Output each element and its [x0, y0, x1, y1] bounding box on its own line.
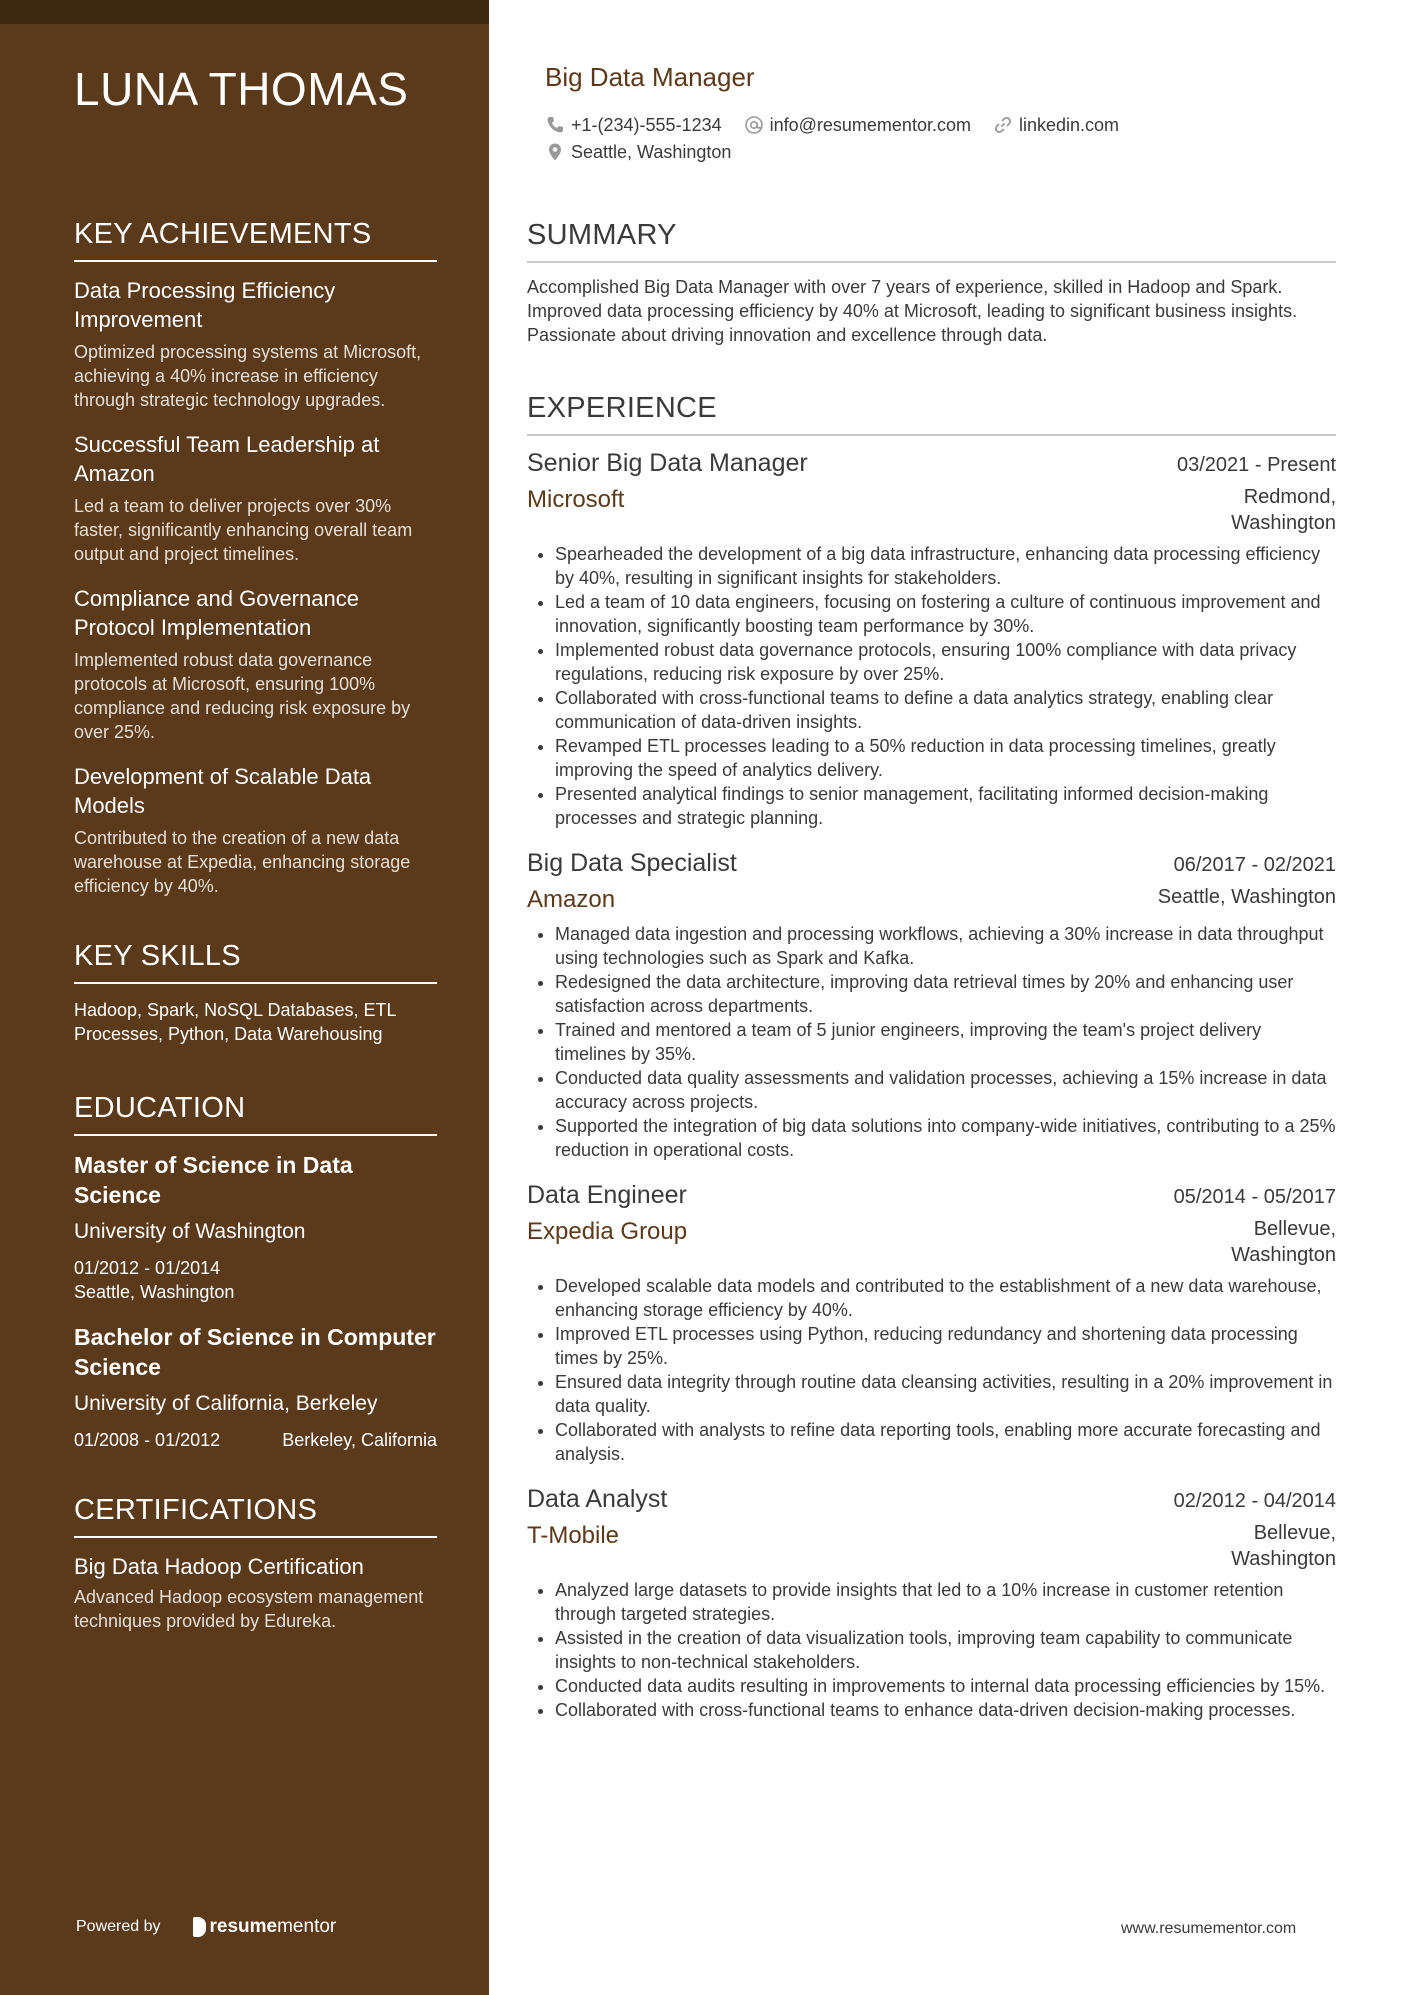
- job-bullets: [527, 542, 1336, 830]
- education-heading: EDUCATION: [74, 1090, 437, 1136]
- education-dates: 01/2008 - 01/2012: [74, 1430, 221, 1450]
- achievement-title: Data Processing Efficiency Improvement: [74, 278, 336, 332]
- contact-location: [545, 142, 731, 163]
- skills-heading: KEY SKILLS: [74, 938, 437, 984]
- job-title: Big Data Manager: [545, 62, 755, 92]
- email-text: info@resumementor.com: [769, 114, 971, 135]
- job-role: Big Data Specialist: [527, 849, 737, 877]
- achievement-title: Successful Team Leadership at Amazon: [74, 432, 380, 486]
- job-bullet: • Redesigned the data architecture, improving data retrieval times by 20% and enhancing user satisfaction across departments.: [555, 970, 1336, 1018]
- job-bullet: • Managed data ingestion and processing workflows, achieving a 30% increase in data throughput using technologies such as Spark and Kafka.: [555, 922, 1336, 970]
- education-item: [74, 1150, 437, 1304]
- achievement-title: Compliance and Governance Protocol Implementation: [74, 586, 359, 640]
- education-location: Berkeley, California: [282, 1430, 437, 1450]
- job-bullets: [527, 1274, 1336, 1466]
- job-company: Amazon: [527, 886, 616, 913]
- job-dates: 05/2014 - 05/2017: [1173, 1186, 1336, 1208]
- achievement-desc: Contributed to the creation of a new data warehouse at Expedia, enhancing storage efficiency by 40%.: [74, 828, 411, 896]
- job-location: Bellevue, Washington: [1231, 1218, 1336, 1266]
- sidebar: [0, 0, 489, 1995]
- education-location: Seattle, Washington: [74, 1282, 235, 1302]
- education-school: University of Washington: [74, 1220, 306, 1243]
- achievement-desc: Implemented robust data governance protocols at Microsoft, ensuring 100% compliance and reducing risk exposure by over 25%.: [74, 650, 411, 742]
- linkedin-text: linkedin.com: [1018, 114, 1120, 135]
- achievement-item: [74, 430, 437, 566]
- job-role: Data Analyst: [527, 1485, 668, 1513]
- powered-by-label: Powered by: [76, 1918, 161, 1935]
- job-bullet: • Ensured data integrity through routine data cleansing activities, resulting in a 20% improvement in data quality.: [555, 1370, 1336, 1418]
- contact-email[interactable]: [744, 115, 971, 136]
- job-dates: 03/2021 - Present: [1177, 454, 1336, 476]
- education-degree: Bachelor of Science in Computer Science: [74, 1324, 436, 1380]
- achievement-desc: Led a team to deliver projects over 30% faster, significantly enhancing overall team output and project timelines.: [74, 496, 413, 564]
- education-item: [74, 1322, 437, 1452]
- summary-heading: SUMMARY: [527, 217, 1336, 263]
- job-company: T-Mobile: [527, 1522, 620, 1549]
- education-section: [74, 1090, 437, 1452]
- job-dates: 06/2017 - 02/2021: [1173, 854, 1336, 876]
- powered-by: [76, 1916, 336, 1938]
- skills-section: [74, 938, 437, 1046]
- job-bullets: [527, 922, 1336, 1162]
- link-icon: [993, 115, 1013, 135]
- job-bullet: • Assisted in the creation of data visualization tools, improving team capability to communicate insights to non-technical stakeholders.: [555, 1626, 1336, 1674]
- job-role: Senior Big Data Manager: [527, 449, 808, 477]
- education-degree: Master of Science in Data Science: [74, 1152, 353, 1208]
- footer-url[interactable]: www.resumementor.com: [1121, 1920, 1297, 1937]
- candidate-name: LUNA THOMAS: [74, 63, 409, 115]
- job-bullet: • Analyzed large datasets to provide insights that led to a 10% increase in customer retention through targeted strategies.: [555, 1578, 1336, 1626]
- job-company: Expedia Group: [527, 1218, 688, 1245]
- job-bullet: • Led a team of 10 data engineers, focusing on fostering a culture of continuous improvement and innovation, significantly boosting team performance by 30%.: [555, 590, 1336, 638]
- job-location: Bellevue, Washington: [1231, 1522, 1336, 1570]
- job-entry: [527, 846, 1336, 1162]
- job-bullet: • Trained and mentored a team of 5 junior engineers, improving the team's project delivery timelines by 35%.: [555, 1018, 1336, 1066]
- summary-text: Accomplished Big Data Manager with over 7 years of experience, skilled in Hadoop and Spark. Improved data processing efficiency by 40% at Microsoft, leading to significant business insights. Passionate about driving innovation and excellence through data.: [527, 277, 1298, 345]
- skills-list: Hadoop, Spark, NoSQL Databases, ETL Processes, Python, Data Warehousing: [74, 1000, 396, 1044]
- brand-light: mentor: [277, 1916, 337, 1937]
- contact-info: [545, 112, 1141, 166]
- job-bullets: [527, 1578, 1336, 1722]
- job-bullet: • Implemented robust data governance protocols, ensuring 100% compliance with data privacy regulations, reducing risk exposure by over 25%.: [555, 638, 1336, 686]
- job-entry: [527, 1482, 1336, 1722]
- contact-phone[interactable]: [545, 115, 722, 136]
- job-bullet: • Supported the integration of big data solutions into company-wide initiatives, contributing to a 25% reduction in operational costs.: [555, 1114, 1336, 1162]
- contact-linkedin[interactable]: [993, 115, 1119, 136]
- phone-text: +1-(234)-555-1234: [571, 114, 722, 135]
- experience-section: [527, 390, 1336, 1722]
- job-bullet: • Conducted data quality assessments and validation processes, achieving a 15% increase in data accuracy across projects.: [555, 1066, 1336, 1114]
- job-entry: [527, 446, 1336, 830]
- education-school: University of California, Berkeley: [74, 1392, 378, 1415]
- experience-heading: EXPERIENCE: [527, 390, 1336, 436]
- job-bullet: • Improved ETL processes using Python, reducing redundancy and shortening data processing times by 25%.: [555, 1322, 1336, 1370]
- job-bullet: • Collaborated with cross-functional teams to define a data analytics strategy, enabling clear communication of data-driven insights.: [555, 686, 1336, 734]
- achievement-item: [74, 276, 437, 412]
- achievement-item: [74, 584, 437, 744]
- job-dates: 02/2012 - 04/2014: [1173, 1490, 1336, 1512]
- certifications-section: [74, 1492, 437, 1633]
- education-meta-row: [74, 1428, 437, 1452]
- achievements-heading: KEY ACHIEVEMENTS: [74, 216, 437, 262]
- brand-logo[interactable]: [193, 1916, 337, 1938]
- job-entry: [527, 1178, 1336, 1466]
- education-dates: 01/2012 - 01/2014: [74, 1258, 221, 1278]
- brand-mark-icon: [193, 1917, 206, 1937]
- job-bullet: • Collaborated with analysts to refine data reporting tools, enabling more accurate forecasting and analysis.: [555, 1418, 1336, 1466]
- job-bullet: • Revamped ETL processes leading to a 50% reduction in data processing timelines, greatly improving the speed of analytics delivery.: [555, 734, 1336, 782]
- achievement-title: Development of Scalable Data Models: [74, 764, 372, 818]
- achievement-item: [74, 762, 437, 898]
- certifications-heading: CERTIFICATIONS: [74, 1492, 437, 1538]
- job-bullet: • Collaborated with cross-functional teams to enhance data-driven decision-making processes.: [555, 1698, 1336, 1722]
- sidebar-top-band: [0, 0, 489, 24]
- certification-title: Big Data Hadoop Certification: [74, 1554, 364, 1579]
- job-bullet: • Conducted data audits resulting in improvements to internal data processing efficiencies by 15%.: [555, 1674, 1336, 1698]
- job-location: Seattle, Washington: [1157, 886, 1336, 908]
- certification-item: [74, 1552, 437, 1633]
- job-bullet: • Presented analytical findings to senior management, facilitating informed decision-making processes and strategic planning.: [555, 782, 1336, 830]
- job-company: Microsoft: [527, 486, 625, 513]
- at-icon: [744, 115, 764, 135]
- brand-bold: resume: [209, 1916, 278, 1937]
- job-role: Data Engineer: [527, 1181, 687, 1209]
- job-bullet: • Spearheaded the development of a big data infrastructure, enhancing data processing efficiency by 40%, resulting in significant insights for stakeholders.: [555, 542, 1336, 590]
- phone-icon: [545, 115, 565, 135]
- location-pin-icon: [545, 142, 565, 162]
- achievement-desc: Optimized processing systems at Microsoft, achieving a 40% increase in efficiency through strategic technology upgrades.: [74, 342, 422, 410]
- location-text: Seattle, Washington: [571, 141, 732, 162]
- job-bullet: • Developed scalable data models and contributed to the establishment of a new data warehouse, enhancing storage efficiency by 40%.: [555, 1274, 1336, 1322]
- summary-section: [527, 217, 1336, 347]
- job-location: Redmond, Washington: [1231, 486, 1336, 534]
- certification-desc: Advanced Hadoop ecosystem management techniques provided by Edureka.: [74, 1587, 424, 1631]
- achievements-section: [74, 216, 437, 898]
